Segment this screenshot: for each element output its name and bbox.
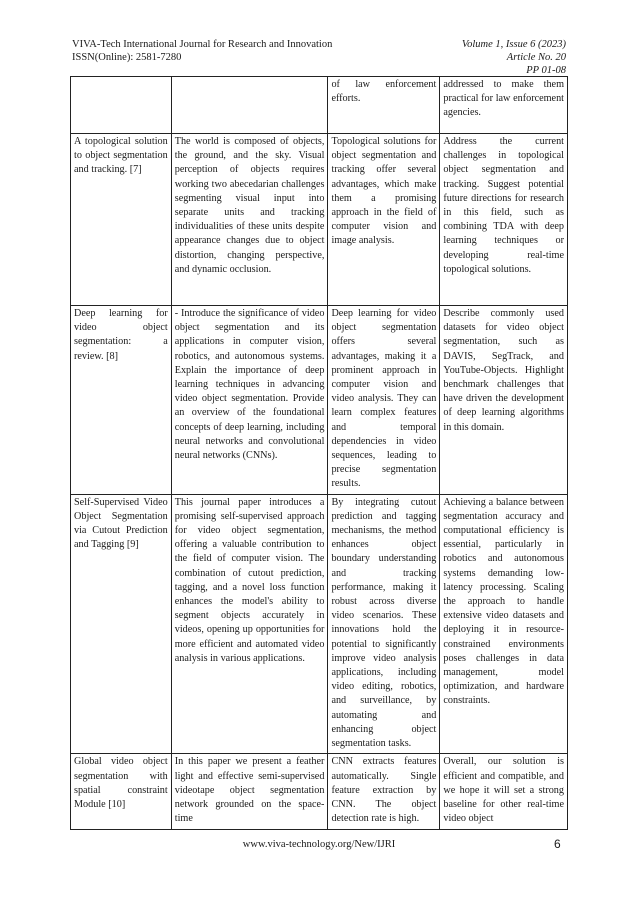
page-number: 6 [554, 837, 561, 851]
issn: ISSN(Online): 2581-7280 [72, 52, 182, 63]
advantages-cell: CNN extracts features automatically. Single feature extraction by CNN. The object detection rate is high. [328, 754, 440, 830]
challenges-cell: Overall, our solution is efficient and compatible, and we hope it will set a strong baseline for other real-time video object [440, 754, 568, 830]
header-right [462, 38, 566, 77]
article-number: Article No. 20 [506, 52, 566, 63]
page-range: PP 01-08 [526, 65, 566, 76]
paper-title-cell: Deep learning for video object segmentation: a review. [8] [71, 306, 172, 495]
summary-cell [171, 77, 328, 134]
challenges-cell: Address the current challenges in topological object segmentation and tracking. Suggest potential future directions for research in this field, such as combining TDA with deep learning techniques or developing real-time topological solutions. [440, 134, 568, 306]
table-row [71, 306, 568, 495]
footer-url: www.viva-technology.org/New/IJRI [242, 839, 396, 850]
table-row [71, 134, 568, 306]
paper-title-cell [71, 77, 172, 134]
table-row [71, 754, 568, 830]
table-row [71, 77, 568, 134]
header-left [72, 38, 332, 64]
challenges-cell: Describe commonly used datasets for video object segmentation, such as DAVIS, SegTrack, and YouTube-Objects. Highlight benchmark challenges that have driven the development of deep learning algorithms in this domain. [440, 306, 568, 495]
advantages-cell: Deep learning for video object segmentation offers several advantages, making it a prominent approach in computer vision and video analysis. They can learn complex features and temporal dependencies in video sequences, leading to precise segmentation results. [328, 306, 440, 495]
advantages-cell: Topological solutions for object segmentation and tracking offer several advantages, which make them a promising approach in the field of computer vision and image analysis. [328, 134, 440, 306]
journal-name: VIVA-Tech International Journal for Research and Innovation [72, 39, 333, 50]
summary-cell: - Introduce the significance of video object segmentation and its applications in computer vision, robotics, and autonomous systems. Explain the importance of deep learning techniques in advancing video object segmentation. Provide an overview of the foundational concepts of deep learning, including neural networks and convolutional neural networks (CNNs). [171, 306, 328, 495]
summary-cell: In this paper we present a feather light and effective semi-supervised videotape object segmentation network grounded on the space- time [171, 754, 328, 830]
challenges-cell: addressed to make them practical for law enforcement agencies. [440, 77, 568, 134]
advantages-cell: of law enforcement efforts. [328, 77, 440, 134]
paper-title-cell: Self-Supervised Video Object Segmentation via Cutout Prediction and Tagging [9] [71, 494, 172, 754]
volume-issue: Volume 1, Issue 6 (2023) [461, 39, 566, 50]
advantages-cell: By integrating cutout prediction and tagging mechanisms, the method enhances object boundary understanding and tracking performance, making it robust across diverse video scenarios. These innovations hold the potential to significantly improve video analysis applications, including video editing, robotics, and surveillance, by automating and enhancing object segmentation tasks. [328, 494, 440, 754]
paper-title-cell: Global video object segmentation with spatial constraint Module [10] [71, 754, 172, 830]
summary-cell: This journal paper introduces a promising self-supervised approach for video object segmentation, offering a valuable contribution to the field of computer vision. The combination of cutout prediction, tagging, and a novel loss function enhances the model's ability to segment objects accurately in videos, opening up opportunities for more efficient and automated video analysis in various applications. [171, 494, 328, 754]
challenges-cell: Achieving a balance between segmentation accuracy and computational efficiency is essential, particularly in robotics and autonomous systems demanding low-latency processing. Scaling the approach to handle extensive video datasets and deploying it in resource-constrained environments poses challenges in data management, model optimization, and hardware constraints. [440, 494, 568, 754]
table-row [71, 494, 568, 754]
literature-table [70, 76, 568, 830]
paper-title-cell: A topological solution to object segmentation and tracking. [7] [71, 134, 172, 306]
summary-cell: The world is composed of objects, the ground, and the sky. Visual perception of objects requires working two abecedarian challenges segmenting visual input into separate units and tracking individualities of these units despite appearance changes due to object distortion, changing perspective, and dynamic occlusion. [171, 134, 328, 306]
